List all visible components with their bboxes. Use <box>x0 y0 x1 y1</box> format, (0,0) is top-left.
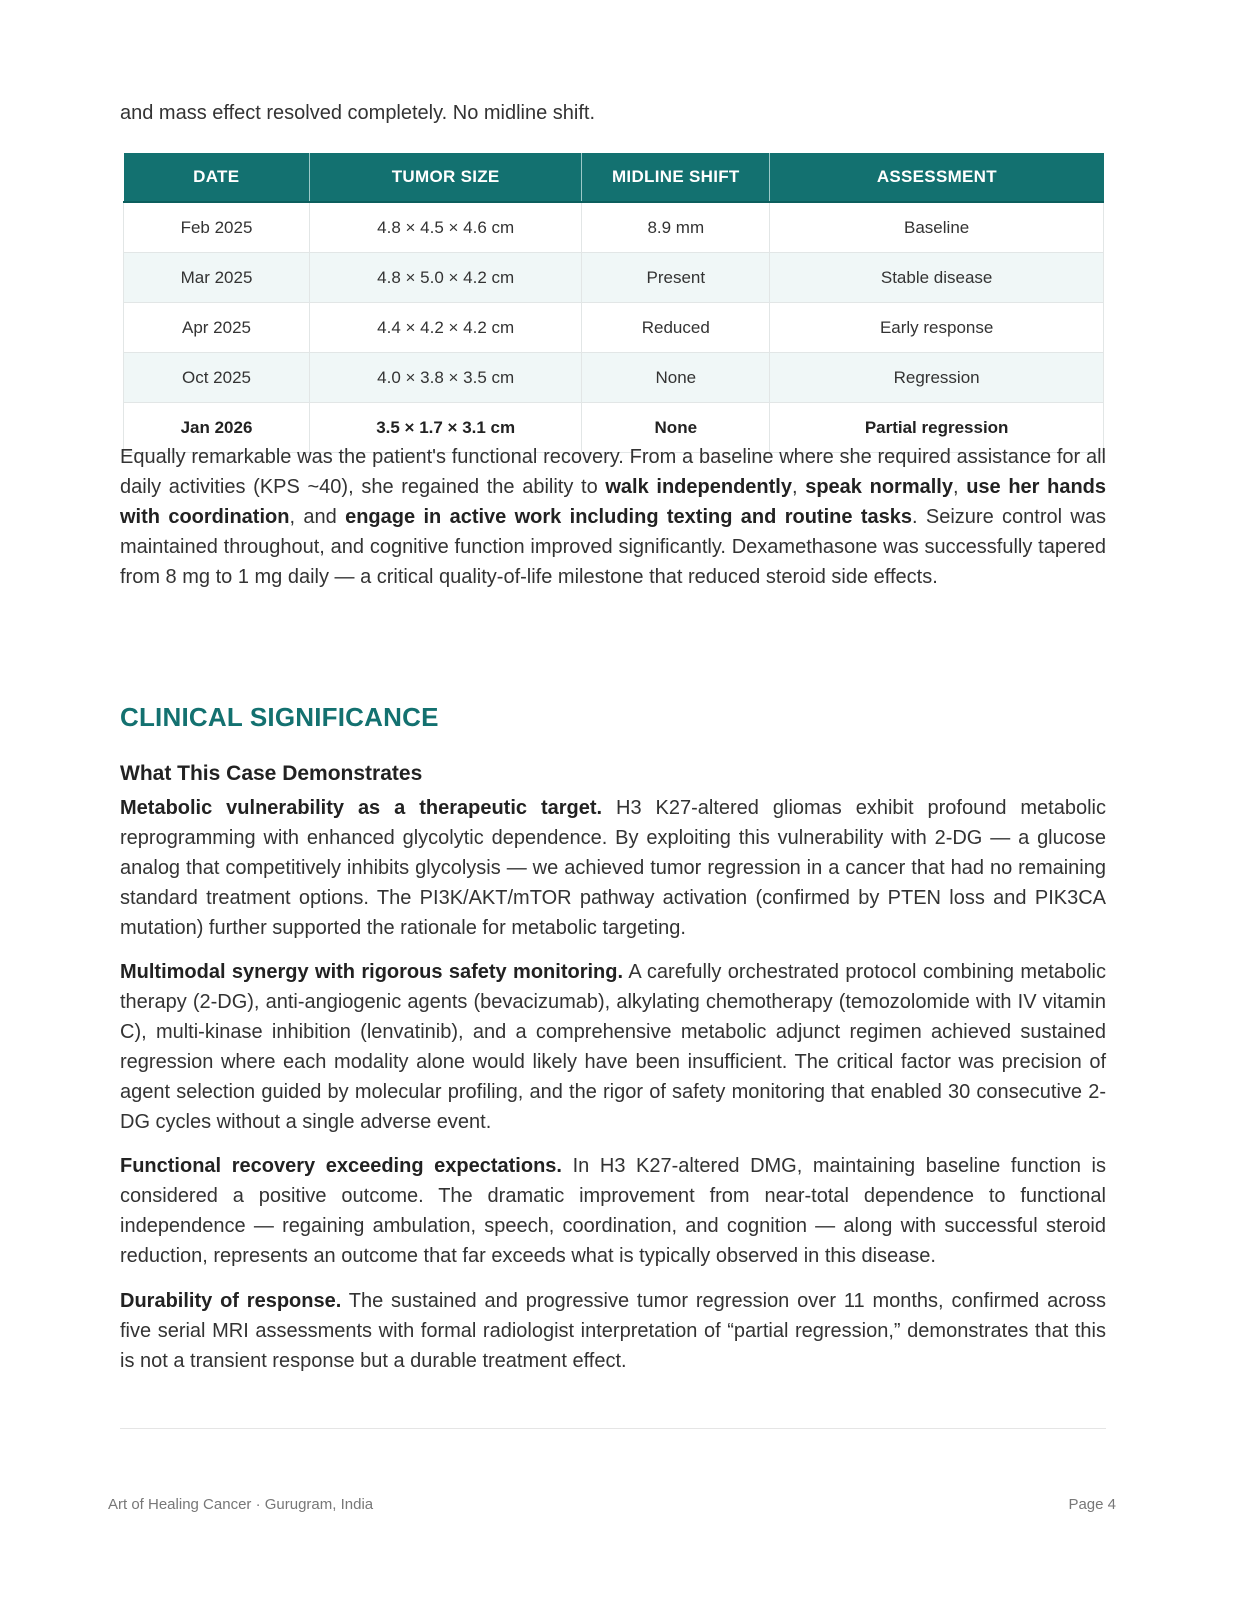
header-tumor-size: TUMOR SIZE <box>310 153 582 202</box>
cell-midline-shift: None <box>582 353 770 403</box>
table-row <box>124 303 1104 353</box>
point-lead: Multimodal synergy with rigorous safety monitoring. <box>120 961 624 983</box>
cell-date: Jan 2026 <box>124 403 310 453</box>
cell-assessment: Early response <box>770 303 1104 353</box>
highlight-speak: speak normally <box>805 476 953 498</box>
cell-assessment: Baseline <box>770 202 1104 253</box>
cell-midline-shift: Present <box>582 253 770 303</box>
point-paragraph: Metabolic vulnerability as a therapeutic target. H3 K27-altered gliomas exhibit profound metabolic reprogramming with enhanced glycolytic dependence. By exploiting this vulnerability with 2-DG — a glucose analog that competitively inhibits glycolysis — we achieved tumor regression in a cancer that had no remaining standard treatment options. The PI3K/AKT/mTOR pathway activation (confirmed by PTEN loss and PIK3CA mutation) further supported the rationale for metabolic targeting. <box>120 797 1106 939</box>
highlight-work: engage in active work including texting and routine tasks <box>345 506 912 528</box>
cell-assessment: Partial regression <box>770 403 1104 453</box>
cell-tumor-size: 4.4 × 4.2 × 4.2 cm <box>310 303 582 353</box>
functional-recovery-paragraph: Equally remarkable was the patient's functional recovery. From a baseline where she required assistance for all daily activities (KPS ~40), she regained the ability to walk independently, speak normally, use her hands with coordination, and engage in active work including texting and routine tasks. Seizure control was maintained throughout, and cognitive function improved significantly. Dexamethasone was successfully tapered from 8 mg to 1 mg daily — a critical quality-of-life milestone that reduced steroid side effects. <box>120 446 1107 588</box>
cell-date: Apr 2025 <box>124 303 310 353</box>
cell-tumor-size: 4.8 × 5.0 × 4.2 cm <box>310 253 582 303</box>
subsection-title: What This Case Demonstrates <box>120 762 423 785</box>
point-lead: Durability of response. <box>120 1290 342 1312</box>
footer-organization: Art of Healing Cancer · Gurugram, India <box>108 1496 374 1513</box>
point-paragraph: Functional recovery exceeding expectations. In H3 K27-altered DMG, maintaining baseline function is considered a positive outcome. The dramatic improvement from near-total dependence to functional independence — regaining ambulation, speech, coordination, and cognition — along with successful steroid reduction, represents an outcome that far exceeds what is typically observed in this disease. <box>120 1155 1106 1267</box>
intro-text: and mass effect resolved completely. No midline shift. <box>120 102 596 124</box>
cell-assessment: Regression <box>770 353 1104 403</box>
highlight-hands: use her hands with coordination <box>120 476 1107 528</box>
cell-midline-shift: None <box>582 403 770 453</box>
table-row <box>124 253 1104 303</box>
header-assessment: ASSESSMENT <box>770 153 1104 202</box>
footer-divider <box>120 1428 1106 1429</box>
cell-date: Feb 2025 <box>124 202 310 253</box>
highlight-walk: walk independently <box>605 476 792 498</box>
header-date: DATE <box>124 153 310 202</box>
point-lead: Metabolic vulnerability as a therapeutic target. <box>120 797 603 819</box>
cell-tumor-size: 3.5 × 1.7 × 3.1 cm <box>310 403 582 453</box>
table-row <box>124 353 1104 403</box>
cell-assessment: Stable disease <box>770 253 1104 303</box>
cell-date: Oct 2025 <box>124 353 310 403</box>
cell-tumor-size: 4.0 × 3.8 × 3.5 cm <box>310 353 582 403</box>
page-number: Page 4 <box>1068 1496 1116 1513</box>
cell-midline-shift: Reduced <box>582 303 770 353</box>
cell-midline-shift: 8.9 mm <box>582 202 770 253</box>
cell-date: Mar 2025 <box>124 253 310 303</box>
section-title: CLINICAL SIGNIFICANCE <box>120 702 439 732</box>
table-row <box>124 202 1104 253</box>
table-header-row <box>124 153 1104 202</box>
point-lead: Functional recovery exceeding expectations. <box>120 1155 562 1177</box>
point-paragraph: Durability of response. The sustained and progressive tumor regression over 11 months, confirmed across five serial MRI assessments with formal radiologist interpretation of “partial regression,” demonstrates that this is not a transient response but a durable treatment effect. <box>120 1290 1106 1372</box>
tumor-measurements-table <box>123 153 1104 453</box>
point-paragraph: Multimodal synergy with rigorous safety monitoring. A carefully orchestrated protocol combining metabolic therapy (2-DG), anti-angiogenic agents (bevacizumab), alkylating chemotherapy (temozolomide with IV vitamin C), multi-kinase inhibition (lenvatinib), and a comprehensive metabolic adjunct regimen achieved sustained regression where each modality alone would likely have been insufficient. The critical factor was precision of agent selection guided by molecular profiling, and the rigor of safety monitoring that enabled 30 consecutive 2-DG cycles without a single adverse event. <box>120 961 1107 1133</box>
header-midline-shift: MIDLINE SHIFT <box>582 153 770 202</box>
cell-tumor-size: 4.8 × 4.5 × 4.6 cm <box>310 202 582 253</box>
